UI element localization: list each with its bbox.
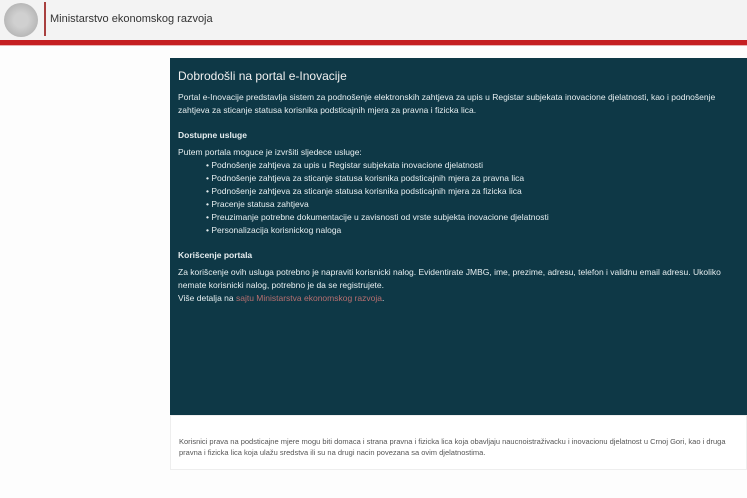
list-item: • Podnošenje zahtjeva za sticanje statusa korisnika podsticajnih mjera za pravna lica (206, 172, 747, 185)
list-item: • Podnošenje zahtjeva za upis u Registar subjekata inovacione djelatnosti (206, 159, 747, 172)
usage-heading: Korišcenje portala (178, 250, 253, 260)
more-details (178, 292, 747, 305)
list-item: • Podnošenje zahtjeva za sticanje statusa korisnika podsticajnih mjera za fizicka lica (206, 185, 747, 198)
ministry-site-link[interactable]: sajtu Ministarstva ekonomskog razvoja (235, 293, 382, 303)
intro-text: Portal e-Inovacije predstavlja sistem za podnošenje elektronskih zahtjeva za upis u Registar subjekata inovacione djelatnosti, kao i podnošenje zahtjeva za sticanje statusa korisnika podsticajnih mjera za pravna i fizicka lica. (178, 92, 716, 115)
header-red-bar (0, 40, 747, 46)
more-prefix: Više detalja na (178, 293, 236, 303)
services-heading: Dostupne usluge (178, 130, 247, 140)
list-item: • Preuzimanje potrebne dokumentacije u zavisnosti od vrste subjekta inovacione djelatnosti (206, 211, 747, 224)
list-item: • Pracenje statusa zahtjeva (206, 198, 747, 211)
header (0, 0, 747, 40)
usage-text: Za korišcenje ovih usluga potrebno je napraviti korisnicki nalog. Evidentirate JMBG, ime, prezime, adresu, telefon i validnu email adresu. Ukoliko nemate korisnicki nalog, potrebno je da se registrujete. (178, 267, 721, 290)
eligibility-note: Korisnici prava na podsticajne mjere mogu biti domaca i strana pravna i fizicka lica koja obavljaju naucnoistraživacku i inovacionu djelatnost u Crnoj Gori, kao i druga pravna i fizicka lica koja ulažu sredstva ili su na drugi nacin povezana sa ovim djelatnostima. (170, 415, 747, 470)
services-list (178, 159, 747, 237)
services-intro: Putem portala moguce je izvršiti sljedece usluge: (178, 147, 362, 157)
more-suffix: . (381, 293, 385, 303)
divider (44, 2, 46, 36)
welcome-title: Dobrodošli na portal e-Inovacije (178, 69, 347, 83)
ministry-title[interactable]: Ministarstvo ekonomskog razvoja (50, 13, 213, 25)
welcome-panel (170, 58, 747, 415)
list-item: • Personalizacija korisnickog naloga (206, 224, 747, 237)
coat-of-arms-logo[interactable] (4, 3, 38, 37)
